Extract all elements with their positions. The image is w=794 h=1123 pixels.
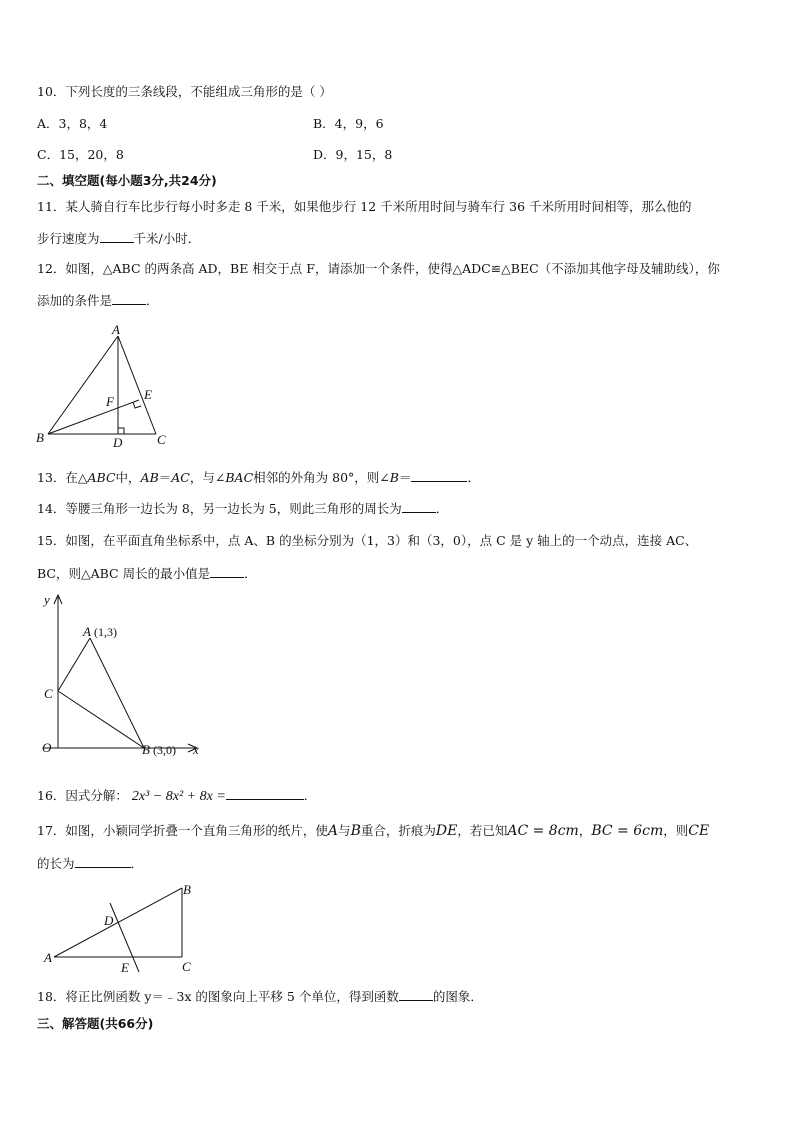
q17-text-k: ，则 <box>663 823 689 838</box>
q15-side-ab <box>90 638 144 748</box>
q17-label-d: D <box>104 913 114 928</box>
q18-answer-blank[interactable] <box>399 988 433 1001</box>
q13-ac: AC <box>171 470 190 485</box>
q15-label-a: A <box>83 624 91 639</box>
q13-text-c: 中， <box>115 470 141 485</box>
section-2-header: 二、填空题(每小题3分,共24分) <box>37 173 217 188</box>
q12-text-a: 添加的条件是 <box>37 293 113 308</box>
q15-line2 <box>37 565 257 582</box>
q14-answer-blank[interactable] <box>402 500 436 513</box>
q12-right-angle-d <box>118 428 124 434</box>
q10-option-c: C．15，20，8 <box>37 147 124 162</box>
q15-coordinate-figure <box>30 590 210 762</box>
q12-side-ac <box>118 336 156 434</box>
q15-label-a-coord: (1,3) <box>94 625 117 639</box>
q12-label-f: F <box>106 394 114 409</box>
q17-ce: CE <box>688 823 710 839</box>
q12-label-e: E <box>144 387 152 402</box>
q15-label-b: B <box>142 742 150 757</box>
q15-label-b-coord: (3,0) <box>153 743 176 757</box>
q11-line2 <box>37 230 200 247</box>
q13-text-g: ，与 <box>189 470 215 485</box>
q17-de: DE <box>435 823 458 839</box>
q10-option-d: D．9，15，8 <box>313 147 393 162</box>
q11-line1: 11．某人骑自行车比步行每小时多走 8 千米，如果他步行 12 千米所用时间与骑车行 36 千米所用时间相等，那么他的 <box>37 199 692 214</box>
q17-bc-value: BC = 6cm <box>591 823 664 839</box>
q14-text-b: ． <box>435 501 449 516</box>
q17-label-c: C <box>182 959 191 974</box>
q17-folding-figure <box>40 880 210 980</box>
q15-side-cb <box>58 691 144 748</box>
q10-stem: 10．下列长度的三条线段，不能组成三角形的是（ ） <box>37 84 332 99</box>
q16-line <box>37 787 316 805</box>
q12-line1: 12．如图，△ABC 的两条高 AD，BE 相交于点 F，请添加一个条件，使得△ADC≌△BEC（不添加其他字母及辅助线），你 <box>37 261 720 276</box>
q15-line1: 15．如图，在平面直角坐标系中，点 A、B 的坐标分别为（1，3）和（3，0），点 C 是 y 轴上的一个动点，连接 AC、 <box>37 533 698 548</box>
q12-label-b: B <box>36 430 44 445</box>
q15-text-b: ． <box>244 566 257 581</box>
q18-line <box>37 988 483 1005</box>
q16-expression: 2x³ − 8x² + 8x = <box>131 789 226 804</box>
q12-label-a: A <box>112 322 120 337</box>
q13-line <box>37 469 480 486</box>
q17-line1 <box>37 823 709 839</box>
q12-line2 <box>37 292 159 309</box>
q17-text-a: 17．如图，小颖同学折叠一个直角三角形的纸片，使 <box>37 823 328 838</box>
q13-eq1: ＝ <box>158 470 172 485</box>
q13-text-a: 13．在 <box>37 470 78 485</box>
q15-label-y: y <box>44 592 50 607</box>
q12-altitude-be <box>48 400 139 434</box>
q18-text-a: 18．将正比例函数 y＝﹣3x 的图象向上平移 5 个单位，得到函数 <box>37 989 399 1004</box>
q17-text-c: 与 <box>338 823 351 838</box>
q13-answer-blank[interactable] <box>411 469 467 482</box>
q13-eq2: ＝ <box>398 470 412 485</box>
q12-text-b: ． <box>146 293 159 308</box>
q14-line <box>37 500 448 517</box>
q16-answer-blank[interactable] <box>226 787 304 800</box>
q13-triangle: △ABC <box>77 470 116 485</box>
q13-angle-bac: ∠BAC <box>214 470 254 485</box>
q12-answer-blank[interactable] <box>112 292 146 305</box>
q12-label-d: D <box>113 435 123 450</box>
q13-text-i: 相邻的外角为 80°，则 <box>253 470 380 485</box>
q15-label-x: x <box>193 742 199 757</box>
q18-text-b: 的图象． <box>432 989 483 1004</box>
q17-text-g: ，若已知 <box>457 823 508 838</box>
q16-text-b: ． <box>303 788 317 803</box>
q17-a: A <box>327 823 339 839</box>
q17-text-line2a: 的长为 <box>37 856 75 871</box>
q10-option-b: B．4，9，6 <box>313 116 384 131</box>
q13-ab: AB <box>140 470 159 485</box>
q17-text-e: 重合，折痕为 <box>360 823 436 838</box>
q12-label-c: C <box>157 432 166 447</box>
q17-ac-value: AC = 8cm <box>507 823 579 839</box>
q17-answer-blank[interactable] <box>75 855 131 868</box>
q17-line2 <box>37 855 143 872</box>
q11-text-b: 千米/小时． <box>133 231 201 246</box>
q15-answer-blank[interactable] <box>210 565 244 578</box>
q15-text-a: BC，则△ABC 周长的最小值是 <box>37 566 211 581</box>
q13-text-l: ． <box>467 470 480 485</box>
q17-text-i: ， <box>578 823 592 838</box>
q10-option-a: A．3，8，4 <box>37 116 108 131</box>
q12-side-ab <box>48 336 118 434</box>
q12-right-angle-e <box>133 402 141 408</box>
q17-label-b: B <box>183 882 191 897</box>
q13-angle-b: ∠B <box>379 470 399 485</box>
section-3-header: 三、解答题(共66分) <box>37 1016 154 1031</box>
q12-triangle-figure <box>30 318 180 450</box>
q11-answer-blank[interactable] <box>100 230 134 243</box>
q16-text-a: 16．因式分解： <box>37 788 128 803</box>
q17-b: B <box>350 823 361 839</box>
q17-label-a: A <box>44 950 52 965</box>
q14-text-a: 14．等腰三角形一边长为 8，另一边长为 5，则此三角形的周长为 <box>37 501 402 516</box>
q11-text-a: 步行速度为 <box>37 231 100 246</box>
q15-label-c: C <box>44 686 53 701</box>
q17-text-line2b: ． <box>130 856 144 871</box>
q15-side-ac <box>58 638 90 691</box>
q15-label-o: O <box>42 740 52 755</box>
q17-label-e: E <box>121 960 129 975</box>
